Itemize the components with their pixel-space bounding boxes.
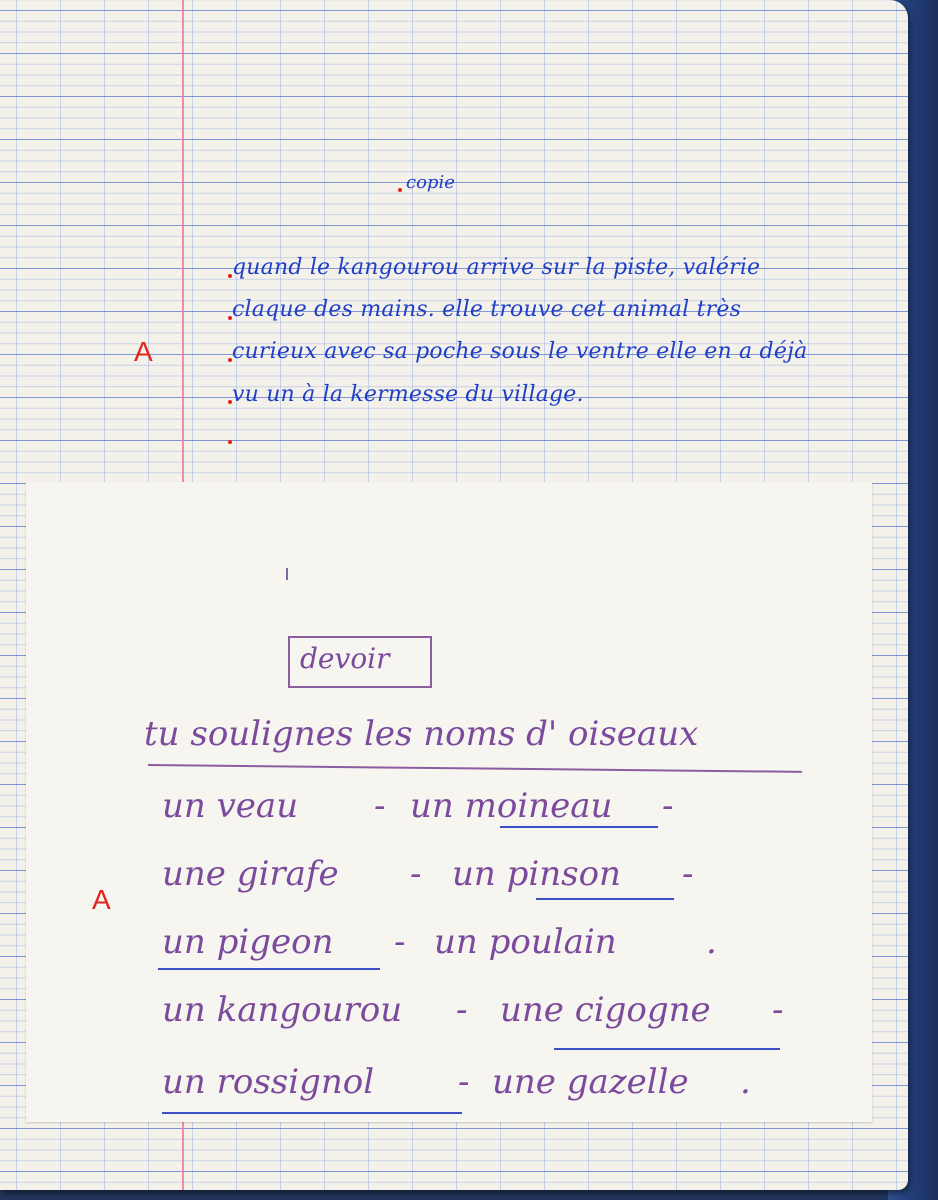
bird-underline <box>158 968 380 970</box>
separator: - <box>410 854 422 894</box>
pasted-homework-sheet <box>26 482 872 1122</box>
homework-instruction: tu soulignes les noms d' oiseaux <box>144 714 699 754</box>
separator: - <box>458 1062 470 1102</box>
tick-mark <box>286 568 288 580</box>
separator: - <box>682 854 694 894</box>
separator: - <box>374 786 386 826</box>
copy-line-4: vu un à la kermesse du village. <box>232 382 584 407</box>
word: une cigogne <box>500 990 711 1030</box>
word: un poulain <box>434 922 617 962</box>
red-dot <box>398 188 402 192</box>
copy-line-3: curieux avec sa poche sous le ventre elle en a déjà <box>232 339 808 364</box>
bird-underline <box>554 1048 780 1050</box>
copy-line-2: claque des mains. elle trouve cet animal très <box>232 297 742 322</box>
separator: - <box>456 990 468 1030</box>
separator: - <box>662 786 674 826</box>
separator: . <box>740 1062 751 1102</box>
copy-title: copie <box>406 172 455 193</box>
homework-heading: devoir <box>300 642 390 675</box>
bird-underline <box>162 1112 462 1114</box>
word: un moineau <box>410 786 613 826</box>
separator: - <box>394 922 406 962</box>
bird-underline <box>500 826 658 828</box>
word: un pigeon <box>162 922 334 962</box>
word: une gazelle <box>492 1062 689 1102</box>
word: une girafe <box>162 854 339 894</box>
grade-bottom: A <box>92 884 111 915</box>
separator: . <box>706 922 717 962</box>
word: un kangourou <box>162 990 403 1030</box>
separator: - <box>772 990 784 1030</box>
word: un pinson <box>452 854 621 894</box>
grade-top: A <box>134 336 153 367</box>
instruction-underline <box>148 764 802 773</box>
word: un veau <box>162 786 299 826</box>
copy-line-1: quand le kangourou arrive sur la piste, valérie <box>232 255 761 280</box>
red-dot <box>228 440 232 444</box>
bird-underline <box>536 898 674 900</box>
word: un rossignol <box>162 1062 375 1102</box>
